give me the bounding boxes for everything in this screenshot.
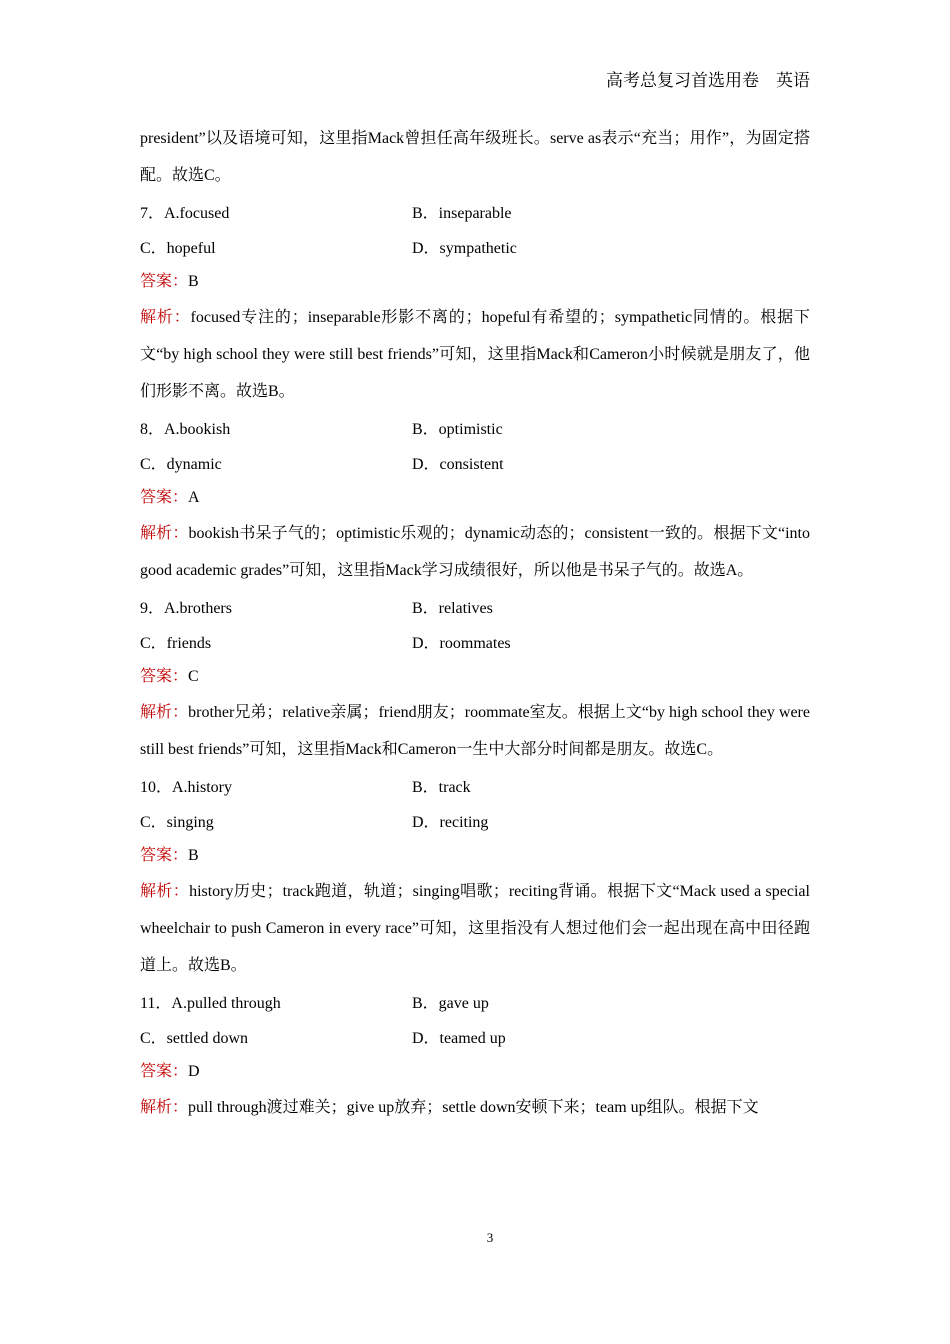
intro-paragraph: president”以及语境可知，这里指Mack曾担任高年级班长。serve as表示“充当；用作”，为固定搭配。故选C。 bbox=[140, 130, 810, 184]
option-a: 11．A.pulled through bbox=[140, 995, 281, 1012]
option-d: D．roommates bbox=[412, 635, 511, 652]
analysis-label: 解析： bbox=[140, 1099, 189, 1116]
answer-line bbox=[140, 1054, 810, 1089]
options-row bbox=[140, 803, 810, 838]
options-row bbox=[140, 410, 810, 445]
page-header: 高考总复习首选用卷 英语 bbox=[606, 71, 810, 90]
option-a: 7．A.focused bbox=[140, 205, 230, 222]
option-a: 10．A.history bbox=[140, 779, 233, 796]
question-9 bbox=[140, 589, 810, 768]
option-c: C．singing bbox=[140, 814, 214, 831]
option-c: C．settled down bbox=[140, 1030, 248, 1047]
page-number: 3 bbox=[486, 1230, 494, 1245]
answer-label: 答案： bbox=[140, 489, 189, 506]
analysis-paragraph bbox=[140, 873, 810, 984]
answer-line bbox=[140, 264, 810, 299]
analysis-text: pull through渡过难关；give up放弃；settle down安顿下来；team up组队。根据下文 bbox=[188, 1099, 759, 1116]
analysis-paragraph bbox=[140, 694, 810, 768]
option-c: C．hopeful bbox=[140, 240, 216, 257]
analysis-label: 解析： bbox=[140, 883, 190, 900]
analysis-label: 解析： bbox=[140, 525, 189, 542]
answer-line bbox=[140, 659, 810, 694]
answer-value: B bbox=[188, 847, 199, 864]
option-b: B．relatives bbox=[412, 600, 493, 617]
answer-value: C bbox=[188, 668, 199, 685]
document-body bbox=[140, 120, 810, 1126]
question-11 bbox=[140, 984, 810, 1126]
analysis-text: brother兄弟；relative亲属；friend朋友；roommate室友。根据上文“by high school they were still best friends”可知，这里指Mack和Cameron一生中大部分时间都是朋友。故选C。 bbox=[140, 704, 810, 758]
answer-label: 答案： bbox=[140, 1063, 189, 1080]
answer-label: 答案： bbox=[140, 847, 189, 864]
options-row bbox=[140, 768, 810, 803]
option-d: D．teamed up bbox=[412, 1030, 506, 1047]
answer-label: 答案： bbox=[140, 668, 189, 685]
options-row bbox=[140, 194, 810, 229]
analysis-text: focused专注的；inseparable形影不离的；hopeful有希望的；sympathetic同情的。根据下文“by high school they were still best friends”可知，这里指Mack和Cameron小时候就是朋友了，他们形影不离。故选B。 bbox=[140, 309, 810, 400]
options-row bbox=[140, 589, 810, 624]
analysis-text: bookish书呆子气的；optimistic乐观的；dynamic动态的；consistent一致的。根据下文“into good academic grades”可知，这里指Mack学习成绩很好，所以他是书呆子气的。故选A。 bbox=[140, 525, 810, 579]
question-10 bbox=[140, 768, 810, 984]
answer-line bbox=[140, 838, 810, 873]
option-c: C．dynamic bbox=[140, 456, 222, 473]
analysis-paragraph bbox=[140, 1089, 810, 1126]
option-d: D．reciting bbox=[412, 814, 489, 831]
options-row bbox=[140, 1019, 810, 1054]
options-row bbox=[140, 445, 810, 480]
question-8 bbox=[140, 410, 810, 589]
answer-line bbox=[140, 480, 810, 515]
answer-value: B bbox=[188, 273, 199, 290]
analysis-paragraph bbox=[140, 515, 810, 589]
answer-value: D bbox=[188, 1063, 200, 1080]
analysis-text: history历史；track跑道，轨道；singing唱歌；reciting背诵。根据下文“Mack used a special wheelchair to push Cameron in every race”可知，这里指没有人想过他们会一起出现在高中田径跑道上。故选B。 bbox=[140, 883, 810, 974]
option-a: 9．A.brothers bbox=[140, 600, 232, 617]
analysis-paragraph bbox=[140, 299, 810, 410]
options-row bbox=[140, 984, 810, 1019]
option-c: C．friends bbox=[140, 635, 212, 652]
option-b: B．track bbox=[412, 779, 471, 796]
option-b: B．optimistic bbox=[412, 421, 503, 438]
option-a: 8．A.bookish bbox=[140, 421, 231, 438]
answer-label: 答案： bbox=[140, 273, 189, 290]
options-row bbox=[140, 229, 810, 264]
option-b: B．gave up bbox=[412, 995, 489, 1012]
analysis-label: 解析： bbox=[140, 309, 191, 326]
option-d: D．sympathetic bbox=[412, 240, 517, 257]
analysis-label: 解析： bbox=[140, 704, 189, 721]
option-b: B．inseparable bbox=[412, 205, 512, 222]
option-d: D．consistent bbox=[412, 456, 504, 473]
question-7 bbox=[140, 194, 810, 410]
answer-value: A bbox=[188, 489, 200, 506]
options-row bbox=[140, 624, 810, 659]
